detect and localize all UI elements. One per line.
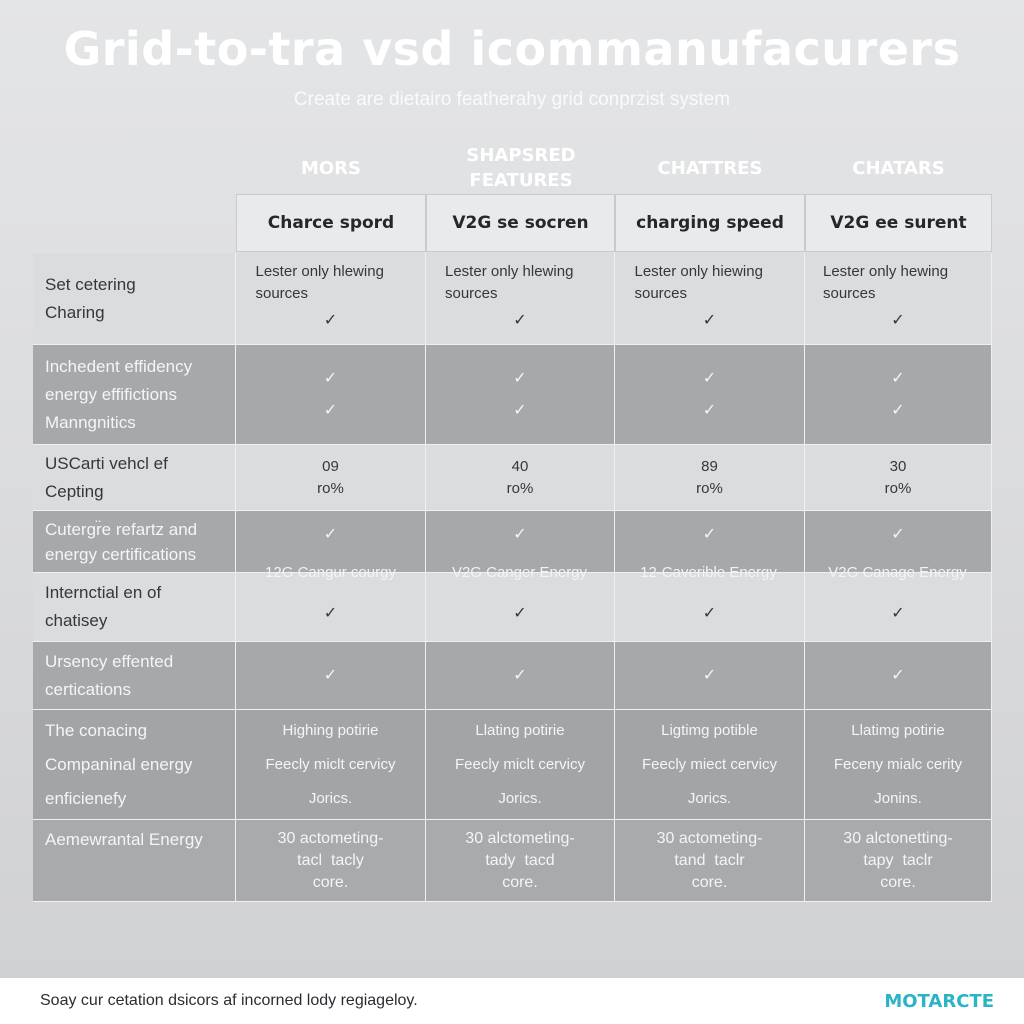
- row-label-line: Set cetering: [45, 274, 136, 294]
- overlay-text: 12G Cangur courgy: [265, 564, 396, 581]
- table-cell: [236, 511, 426, 573]
- overlay-text: 12-Caverible Energy: [640, 564, 777, 581]
- cell-text: tacl tacly: [297, 851, 364, 869]
- table-cell: [236, 253, 426, 345]
- checkmark-icon: ✓: [323, 526, 338, 543]
- cell-unit: ro%: [696, 479, 723, 497]
- table-cell: [805, 642, 992, 710]
- checkmark-icon: ✓: [891, 401, 905, 419]
- checkmark-icon: ✓: [323, 401, 338, 419]
- checkmark-icon: ✓: [702, 311, 717, 329]
- cell-text: 30 alctonetting-: [843, 829, 953, 847]
- row-label-line: energy certifications: [45, 544, 197, 564]
- cell-text: Jorics.: [308, 789, 353, 807]
- row-label-line: Cutergr̈e refartz and: [45, 519, 198, 539]
- cell-text: Highing potirie: [282, 721, 379, 739]
- page-subtitle: Create are dietairo featherahy grid conprzist system: [293, 89, 731, 110]
- cell-text: Feecly miclt cervicy: [454, 755, 585, 773]
- row-label: [33, 710, 236, 820]
- table-row: [33, 345, 992, 445]
- checkmark-icon: ✓: [702, 666, 717, 684]
- row-label-line: Internctial en of: [45, 583, 162, 602]
- checkmark-icon: ✓: [323, 369, 338, 387]
- row-label-line: Charing: [45, 302, 105, 322]
- checkmark-icon: ✓: [513, 401, 527, 419]
- checkmark-icon: ✓: [891, 605, 905, 622]
- table-cell: [615, 820, 805, 902]
- table-cell: [236, 573, 426, 642]
- cell-text: tady tacd: [485, 851, 555, 869]
- table-cell: [426, 445, 615, 511]
- overlay-text: V2G Canage Energy: [828, 564, 967, 581]
- table-row: [33, 511, 992, 573]
- sub-header-row: [236, 194, 992, 252]
- cell-text: core.: [502, 873, 538, 891]
- table-cell: [615, 573, 805, 642]
- footer: [0, 978, 1024, 1024]
- row-label-line: Aemewrantal Energy: [45, 830, 203, 849]
- row-label-line: Ursency effented: [45, 651, 174, 671]
- cell-text: core.: [312, 873, 349, 891]
- row-label: [33, 573, 236, 642]
- row-label-line: The conacing: [45, 720, 148, 740]
- cell-value: 89: [701, 457, 718, 475]
- column-header-1: MORS: [300, 157, 362, 179]
- checkmark-icon: ✓: [323, 666, 338, 684]
- cell-text: tand taclr: [674, 851, 745, 869]
- checkmark-icon: ✓: [702, 401, 717, 419]
- brand-logo: MOTARCTE: [884, 990, 994, 1012]
- table-cell: [805, 710, 992, 820]
- checkmark-icon: ✓: [323, 605, 338, 622]
- checkmark-icon: ✓: [891, 666, 905, 684]
- checkmark-icon: ✓: [891, 369, 905, 387]
- row-label-line: enficienefy: [45, 788, 127, 808]
- table-cell: [805, 345, 992, 445]
- cell-text: Feceny mialc cerity: [833, 755, 963, 773]
- row-label-line: certications: [45, 679, 131, 699]
- column-header-2: SHAPSRED FEATURES: [466, 145, 576, 191]
- table-cell: [615, 445, 805, 511]
- table-cell: [615, 710, 805, 820]
- cell-unit: ro%: [884, 479, 912, 497]
- cell-text: Ligtimg potible: [661, 721, 758, 739]
- table-cell: [805, 253, 992, 345]
- table-cell: [236, 345, 426, 445]
- table-row: [33, 573, 992, 642]
- checkmark-icon: ✓: [702, 605, 717, 622]
- row-label: [33, 820, 236, 902]
- table-cell: [615, 511, 805, 573]
- table-cell: [805, 820, 992, 902]
- sub-header-2: V2G se socren: [426, 194, 615, 252]
- row-label-line: Inchedent effidency: [45, 356, 193, 376]
- checkmark-icon: ✓: [513, 369, 527, 387]
- column-header-3: CHATTRES: [657, 157, 763, 179]
- table-row: [33, 642, 992, 710]
- checkmark-icon: ✓: [513, 605, 527, 622]
- cell-value: 40: [511, 457, 529, 475]
- checkmark-icon: ✓: [513, 666, 527, 684]
- page-title: Grid-to-tra vsd icommanufacurers: [63, 22, 961, 76]
- table-cell: [426, 820, 615, 902]
- cell-unit: ro%: [506, 479, 534, 497]
- cell-text: core.: [691, 873, 728, 891]
- sub-header-3: charging speed: [615, 194, 805, 252]
- row-label: [33, 253, 236, 345]
- table-cell: [426, 345, 615, 445]
- row-label: [33, 511, 236, 573]
- cell-text: Lester only hlewing sources: [445, 262, 574, 302]
- table-cell: [426, 642, 615, 710]
- cell-text: 30 actometing-: [656, 829, 763, 847]
- cell-text: Lester only hiewing sources: [634, 262, 763, 302]
- cell-value: 09: [322, 457, 339, 475]
- table-cell: [615, 642, 805, 710]
- sub-header-4: V2G ee surent: [805, 194, 992, 252]
- cell-text: core.: [880, 873, 916, 891]
- sub-header-1: Charce spord: [236, 194, 426, 252]
- row-label: [33, 445, 236, 511]
- table-cell: [805, 511, 992, 573]
- cell-text: 30 actometing-: [277, 829, 384, 847]
- column-header-4: CHATARS: [852, 157, 945, 179]
- checkmark-icon: ✓: [891, 311, 905, 329]
- row-label: [33, 642, 236, 710]
- checkmark-icon: ✓: [323, 311, 338, 329]
- overlay-text: V2G Canger Energy: [451, 564, 588, 581]
- table-row: [33, 253, 992, 345]
- row-label-line: Manngnitics: [45, 412, 136, 432]
- cell-text: Llating potirie: [475, 721, 565, 739]
- cell-text: tapy taclr: [863, 851, 933, 869]
- cell-text: Llatimg potirie: [851, 721, 945, 739]
- cell-text: Jorics.: [498, 789, 542, 807]
- table-cell: [236, 820, 426, 902]
- table-cell: [236, 642, 426, 710]
- table-row: [33, 445, 992, 511]
- checkmark-icon: ✓: [513, 311, 527, 329]
- table-cell: [615, 345, 805, 445]
- row-label-line: energy effifictions: [45, 384, 177, 404]
- cell-text: Lester only hlewing sources: [255, 262, 384, 302]
- table-cell: [615, 253, 805, 345]
- cell-text: Jonins.: [874, 789, 922, 807]
- row-label-line: Cepting: [45, 481, 104, 501]
- table-cell: [805, 445, 992, 511]
- cell-text: Feecly miect cervicy: [641, 755, 778, 773]
- table-cell: [426, 511, 615, 573]
- table-cell: [426, 573, 615, 642]
- table-cell: [236, 445, 426, 511]
- cell-text: Jorics.: [687, 789, 732, 807]
- checkmark-icon: ✓: [702, 526, 717, 543]
- table-cell: [805, 573, 992, 642]
- row-label-line: chatisey: [45, 611, 108, 630]
- row-label-line: Companinal energy: [45, 754, 193, 774]
- cell-text: Lester only hewing sources: [823, 262, 949, 302]
- checkmark-icon: ✓: [513, 526, 527, 543]
- checkmark-icon: ✓: [891, 526, 905, 543]
- footer-text: Soay cur cetation dsicors af incorned lody regiageloy.: [40, 992, 418, 1009]
- row-label: [33, 345, 236, 445]
- row-label-line: USCarti vehcl ef: [45, 453, 168, 473]
- cell-text: 30 alctometing-: [465, 829, 575, 847]
- checkmark-icon: ✓: [702, 369, 717, 387]
- cell-unit: ro%: [317, 479, 344, 497]
- table-row: [33, 820, 992, 902]
- table-cell: [426, 710, 615, 820]
- cell-value: 30: [889, 457, 907, 475]
- cell-text: Feecly miclt cervicy: [265, 755, 396, 773]
- table-row: [33, 710, 992, 820]
- table-cell: [426, 253, 615, 345]
- table-cell: [236, 710, 426, 820]
